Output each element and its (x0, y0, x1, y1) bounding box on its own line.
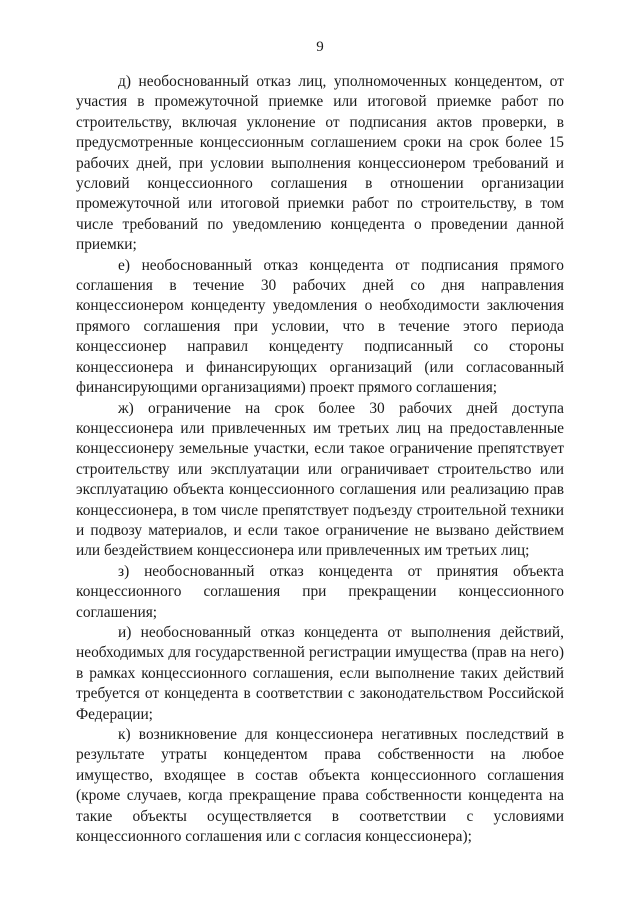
paragraph-zh: ж) ограничение на срок более 30 рабочих дней доступа концессионера или привлеченных им третьих лиц на предоставленные концессионеру земельные участки, если такое ограничение препятствует строительству или эксплуатации или ограничивает строительство или эксплуатацию объекта концессионного соглашения или реализацию прав концессионера, в том числе препятствует подъезду строительной техники и подвозу материалов, и если такое ограничение не вызвано действием или бездействием концессионера или привлеченных им третьих лиц; (76, 399, 564, 560)
paragraph-e: е) необоснованный отказ концедента от подписания прямого соглашения в течение 30 рабочих дней со дня направления концессионером концеденту уведомления о необходимости заключения прямого соглашения при условии, что в течение этого периода концессионер направил концеденту подписанный со стороны концессионера и финансирующих организаций (или согласованный финансирующими организациями) проект прямого соглашения; (76, 256, 564, 397)
paragraph-i: и) необоснованный отказ концедента от выполнения действий, необходимых для государственной регистрации имущества (прав на него) в рамках концессионного соглашения, если выполнение таких действий требуется от концедента в соответствии с законодательством Российской Федерации; (76, 623, 564, 723)
document-body (76, 72, 564, 847)
paragraph-k: к) возникновение для концессионера негативных последствий в результате утраты концедентом права собственности на любое имущество, входящее в состав объекта концессионного соглашения (кроме случаев, когда прекращение права собственности концедента на такие объекты осуществляется в соответствии с условиями концессионного соглашения или с согласия концессионера); (76, 726, 564, 846)
paragraph-z: з) необоснованный отказ концедента от принятия объекта концессионного соглашения при прекращении концессионного соглашения; (76, 562, 564, 621)
page-number: 9 (316, 39, 324, 55)
paragraph-d: д) необоснованный отказ лиц, уполномоченных концедентом, от участия в промежуточной приемке или итоговой приемке работ по строительству, включая уклонение от подписания актов проверки, в предусмотренные концессионным соглашением сроки на срок более 15 рабочих дней, при условии выполнения концессионером требований и условий концессионного соглашения в отношении организации промежуточной или итоговой приемки работ по строительству, в том числе требований по уведомлению концедента о проведении данной приемки; (76, 73, 564, 254)
